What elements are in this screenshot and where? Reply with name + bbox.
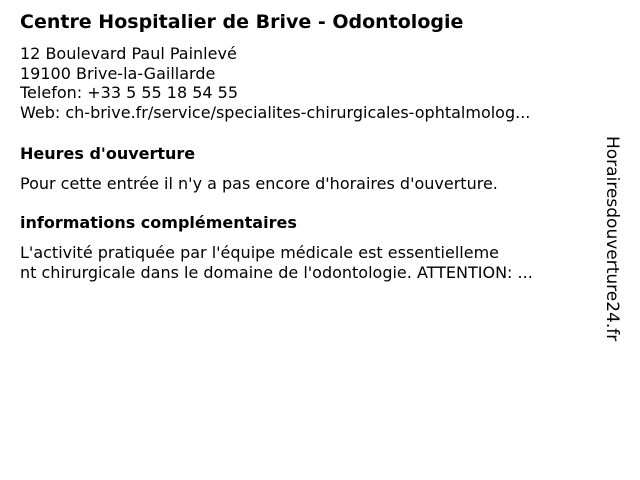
site-brand-vertical: Horairesdouverture24.fr <box>602 136 622 342</box>
opening-hours-heading: Heures d'ouverture <box>20 144 196 163</box>
address-city: 19100 Brive-la-Gaillarde <box>20 63 216 83</box>
address-street: 12 Boulevard Paul Painlevé <box>20 44 237 63</box>
opening-hours-text: Pour cette entrée il n'y a pas encore d'horaires d'ouverture. <box>20 174 498 193</box>
additional-info-line-1: L'activité pratiquée par l'équipe médicale est essentielleme <box>20 243 499 262</box>
additional-info-line-2: nt chirurgicale dans le domaine de l'odontologie. ATTENTION: ... <box>20 263 533 282</box>
additional-info-heading: informations complémentaires <box>20 213 297 232</box>
address-web: Web: ch-brive.fr/service/specialites-chirurgicales-ophtalmolog... <box>20 102 531 122</box>
address-phone: Telefon: +33 5 55 18 54 55 <box>20 83 239 102</box>
address-block <box>20 44 530 122</box>
page-title: Centre Hospitalier de Brive - Odontologie <box>20 11 464 33</box>
additional-info-text <box>20 243 533 283</box>
